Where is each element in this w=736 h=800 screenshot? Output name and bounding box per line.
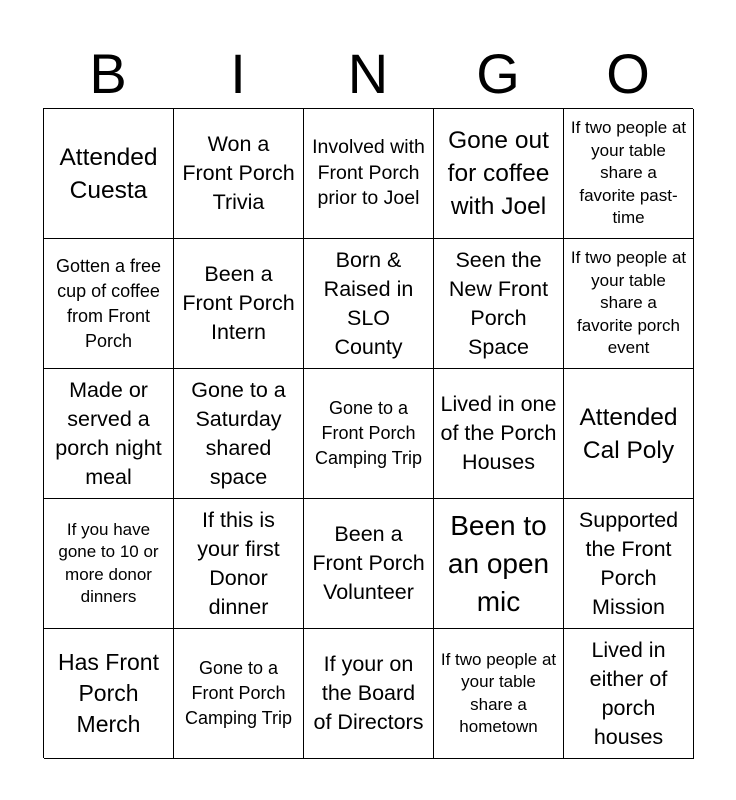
bingo-cell-text: Lived in either of porch houses: [589, 637, 668, 749]
bingo-cell[interactable]: [174, 629, 304, 759]
bingo-cell[interactable]: [304, 499, 434, 629]
bingo-header: [43, 40, 693, 108]
bingo-cell[interactable]: [434, 499, 564, 629]
bingo-cell[interactable]: [304, 629, 434, 759]
bingo-cell[interactable]: [564, 629, 694, 759]
bingo-cell[interactable]: [564, 109, 694, 239]
bingo-cell[interactable]: [174, 369, 304, 499]
bingo-cell-text: Attended Cal Poly: [579, 403, 678, 464]
bingo-cell-text: If this is your first Donor dinner: [197, 507, 280, 619]
bingo-cell[interactable]: [434, 109, 564, 239]
bingo-cell-text: Been to an open mic: [447, 509, 550, 617]
bingo-cell[interactable]: [174, 239, 304, 369]
bingo-cell-text: Gone to a Front Porch Camping Trip: [184, 658, 293, 728]
bingo-cell-text: Been a Front Porch Intern: [182, 262, 295, 344]
bingo-cell-text: Supported the Front Porch Mission: [578, 507, 679, 619]
bingo-cell[interactable]: [44, 239, 174, 369]
bingo-cell-text: If your on the Board of Directors: [313, 652, 424, 734]
bingo-cell-text: Been a Front Porch Volunteer: [312, 522, 425, 604]
bingo-cell[interactable]: [44, 629, 174, 759]
bingo-grid: [43, 108, 693, 758]
bingo-cell-text: Seen the New Front Porch Space: [448, 247, 549, 359]
bingo-cell[interactable]: [564, 239, 694, 369]
bingo-cell-text: Involved with Front Porch prior to Joel: [312, 136, 425, 210]
bingo-cell-text: Lived in one of the Porch Houses: [440, 392, 557, 474]
bingo-cell-text: Made or served a porch night meal: [55, 377, 162, 489]
bingo-cell-text: If two people at your table share a favorite porch event: [570, 248, 687, 358]
bingo-cell-text: Attended Cuesta: [59, 143, 158, 204]
bingo-cell[interactable]: [44, 499, 174, 629]
header-letter-g: G: [476, 42, 520, 105]
bingo-cell-text: Has Front Porch Merch: [58, 649, 159, 737]
header-letter-n: N: [347, 42, 389, 105]
header-letter-b: B: [89, 42, 127, 105]
bingo-cell[interactable]: [174, 109, 304, 239]
bingo-cell[interactable]: [434, 629, 564, 759]
bingo-cell[interactable]: [434, 239, 564, 369]
bingo-cell[interactable]: [304, 369, 434, 499]
bingo-cell-text: Won a Front Porch Trivia: [182, 132, 295, 214]
bingo-cell[interactable]: [44, 109, 174, 239]
bingo-cell-text: Born & Raised in SLO County: [323, 247, 414, 359]
bingo-cell-text: Gone out for coffee with Joel: [447, 127, 550, 220]
bingo-cell-text: If two people at your table share a favorite past-time: [570, 118, 687, 228]
bingo-cell-text: Gone to a Saturday shared space: [191, 377, 286, 489]
bingo-cell[interactable]: [304, 239, 434, 369]
bingo-cell[interactable]: [434, 369, 564, 499]
bingo-cell[interactable]: [304, 109, 434, 239]
bingo-cell-text: Gone to a Front Porch Camping Trip: [314, 398, 423, 468]
bingo-cell[interactable]: [174, 499, 304, 629]
bingo-cell[interactable]: [44, 369, 174, 499]
bingo-cell-text: Gotten a free cup of coffee from Front Porch: [55, 255, 162, 351]
bingo-cell-text: If you have gone to 10 or more donor dinners: [58, 519, 159, 606]
bingo-cell[interactable]: [564, 369, 694, 499]
bingo-cell[interactable]: [564, 499, 694, 629]
bingo-cell-text: If two people at your table share a hometown: [440, 649, 557, 736]
header-letter-i: I: [230, 42, 246, 105]
header-letter-o: O: [606, 42, 650, 105]
